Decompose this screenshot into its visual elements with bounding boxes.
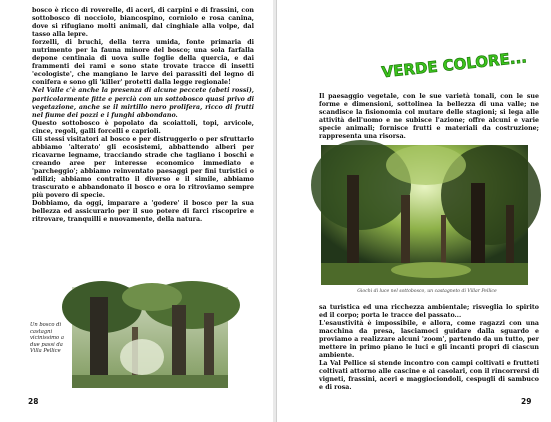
left-paragraph-6: Dobbiamo, da oggi, imparare a 'godere' il bosco per la sua bellezza ed assicurarlo per il suo potere di farci riscoprire e ritrovare, tranquilli e nuovamente, della natura. [32, 200, 254, 224]
right-body-text [319, 304, 539, 393]
forest-photo-icon [321, 145, 528, 285]
left-page [0, 0, 274, 422]
left-photo-caption: Un bosco di castagni vicinissimo a due passi da Villa Pellice [30, 322, 64, 355]
left-paragraph-3: Nel Valle c'è anche la presenza di alcune peccete (abeti rossi), particolarmente fitte e percià con un sottobosco quasi privo di vegetazione, anche se il mirtillo nero prolifera, ricco di frutti nel fiume dei pozzi e i funghi abbondano. [32, 87, 254, 119]
right-page [276, 0, 551, 422]
right-paragraph-2: L'esaustività è impossibile, e allora, come ragazzi con una macchina da presa, lasciamoci guidare dalla sguardo e proviamo a realizzare alcuni 'zoom', partendo da un tutto, per mettere in primo piano le luci e gli incanti propri di ciascun ambiente. [319, 320, 539, 360]
left-page-number: 28 [28, 397, 39, 406]
right-paragraph-3: La Val Pellice si stende incontro con campi coltivati e frutteti coltivati attorno alle cascine e ai casolari, con il rincorrersi di vigneti, frassini, aceri e maggiociondoli, cespugli di sambuco e di rosa. [319, 360, 539, 392]
right-page-number: 29 [521, 397, 532, 406]
left-paragraph-2: forzelli, di bruchi, della terra umida, fonte primaria di nutrimento per la fauna minore del bosco; una sola farfalla depone centinaia di uova sulle foglie della quercia, e dai frammenti dei rami e sono state trovate tracce di insetti 'ecologiste', che mangiano le larve dei parassiti del legno di conifera e sono gli 'killer' protetti dalla legge regionale! [32, 39, 254, 87]
forest-photo-icon [72, 287, 228, 388]
left-body-text [32, 7, 254, 224]
left-paragraph-1: bosco è ricco di roverelle, di aceri, di carpini e di frassini, con sottobosco di nocciolo, biancospino, corniolo e rosa canina, dove si rifugiano molti animali, dal cinghiale alla volpe, dal tasso alla lepre. [32, 7, 254, 39]
right-photo-caption: Giochi di luce nel sottobosco, un castagneto di Villar Pellice [357, 289, 497, 294]
left-forest-photo [72, 287, 228, 388]
right-intro-paragraph: Il paesaggio vegetale, con le sue varietà tonali, con le sue forme e dimensioni, sottolinea la bellezza di una valle; ne scandisce la fisionomia col mutare delle stagioni; si lega alle attività dell'uomo e ne subisce l'azione; offre alcuni e varie specie animali; fornisce frutti e materiali da costruzione; rappresenta una risorsa. [319, 93, 539, 141]
section-title [373, 38, 528, 88]
right-paragraph-1: sa turistica ed una ricchezza ambientale; risveglia lo spirito ed il corpo; porta le tracce del passato... [319, 304, 539, 320]
title-text: VERDE COLORE... [380, 48, 528, 82]
right-forest-photo [321, 145, 528, 285]
left-paragraph-4: Questo sottobosco è popolato da scoiattoli, topi, arvicole, cince, regoli, galli forcelli e caprioli. [32, 119, 254, 135]
right-intro-text [319, 93, 539, 141]
left-paragraph-5: Gli stessi visitatori al bosco e per distruggerlo o per sfruttarlo abbiamo 'alterato' gli ecosistemi, abbattendo alberi per ricavarne legname, tracciando strade che tagliano i boschi e creando aree per interesse economico immediato e 'parcheggio'; abbiamo reinventato paesaggi per fini turistici o edilizi; abbiamo contratto il diverso e il simile, abbiamo trascurato e abbandonato il bosco e ora lo ritroviamo sempre più povero di specie. [32, 135, 254, 200]
